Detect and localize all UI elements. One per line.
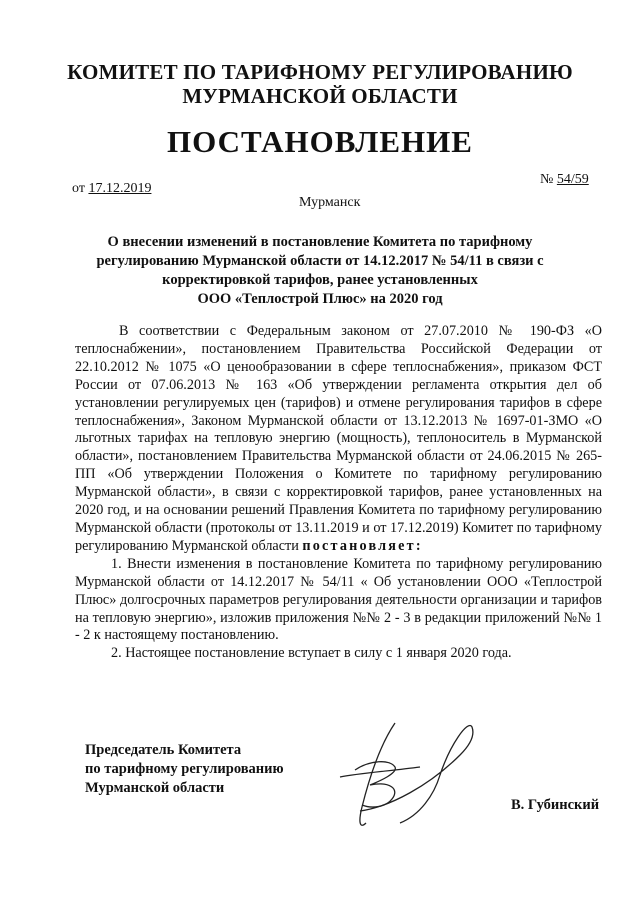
document-type: ПОСТАНОВЛЕНИЕ — [167, 124, 473, 159]
subject-line2: регулированию Мурманской области от 14.12.2017 № 54/11 в связи с — [96, 253, 544, 269]
position-line2: по тарифному регулированию — [85, 761, 284, 777]
position-line3: Мурманской области — [85, 780, 225, 796]
item-2: 2. Настоящее постановление вступает в силу с 1 января 2020 года. — [111, 645, 512, 662]
preamble-text: В соответствии с Федеральным законом от 27.07.2010 № 190-ФЗ «О теплоснабжении», постановлением Правительства Российской Федерации от 22.10.2012 № 1075 «О ценообразовании в сфере теплоснабжения», приказом ФСТ России от 07.06.2013 № 163 «Об утверждении регламента открытия дел об установлении регулируемых цен (тарифов) и отмене регулирования тарифов в сфере теплоснабжения», Законом Мурманской области от 13.12.2013 № 1697-01-ЗМО «О льготных тарифах на тепловую энергию (мощность), теплоноситель в Мурманской области», постановлением Правительства Мурманской области от 24.06.2015 № 265-ПП «Об утверждении Положения о Комитете по тарифному регулированию Мурманской области», в связи с корректировкой тарифов, ранее установленных на 2020 год, и на основании решений Правления Комитета по тарифному регулированию Мурманской области (протоколы от 13.11.2019 и от 17.12.2019) Комитет по тарифному регулированию Мурманской области — [75, 323, 602, 554]
position-line1: Председатель Комитета — [85, 742, 242, 758]
document-body — [75, 323, 602, 663]
number-prefix: № — [540, 172, 554, 187]
document-number — [540, 172, 589, 188]
preamble-paragraph — [75, 323, 602, 556]
signatory-position — [85, 741, 284, 798]
document-date — [72, 181, 151, 197]
subject-line4: ООО «Теплострой Плюс» на 2020 год — [197, 291, 443, 307]
signatory-name: В. Губинский — [511, 797, 600, 813]
date-prefix: от — [72, 181, 85, 196]
document-subject — [0, 233, 640, 309]
resolves-word: постановляет: — [302, 537, 423, 554]
subject-line3: корректировкой тарифов, ранее установленных — [162, 272, 478, 288]
committee-name — [0, 60, 640, 108]
committee-name-line1: КОМИТЕТ ПО ТАРИФНОМУ РЕГУЛИРОВАНИЮ — [67, 60, 573, 84]
city: Мурманск — [299, 195, 361, 210]
handwritten-signature — [300, 715, 500, 835]
committee-name-line2: МУРМАНСКОЙ ОБЛАСТИ — [182, 84, 458, 108]
number-value: 54/59 — [556, 172, 589, 187]
subject-line1: О внесении изменений в постановление Комитета по тарифному — [107, 234, 533, 250]
date-value: 17.12.2019 — [88, 181, 152, 196]
item-1: 1. Внести изменения в постановление Комитета по тарифному регулированию Мурманской области от 14.12.2017 № 54/11 « Об установлении ООО «Теплострой Плюс» долгосрочных параметров регулирования деятельности организации и тарифов на тепловую энергию», изложив приложения №№ 2 - 3 в редакции приложений №№ 1 - 2 к настоящему постановлению. — [75, 555, 602, 644]
